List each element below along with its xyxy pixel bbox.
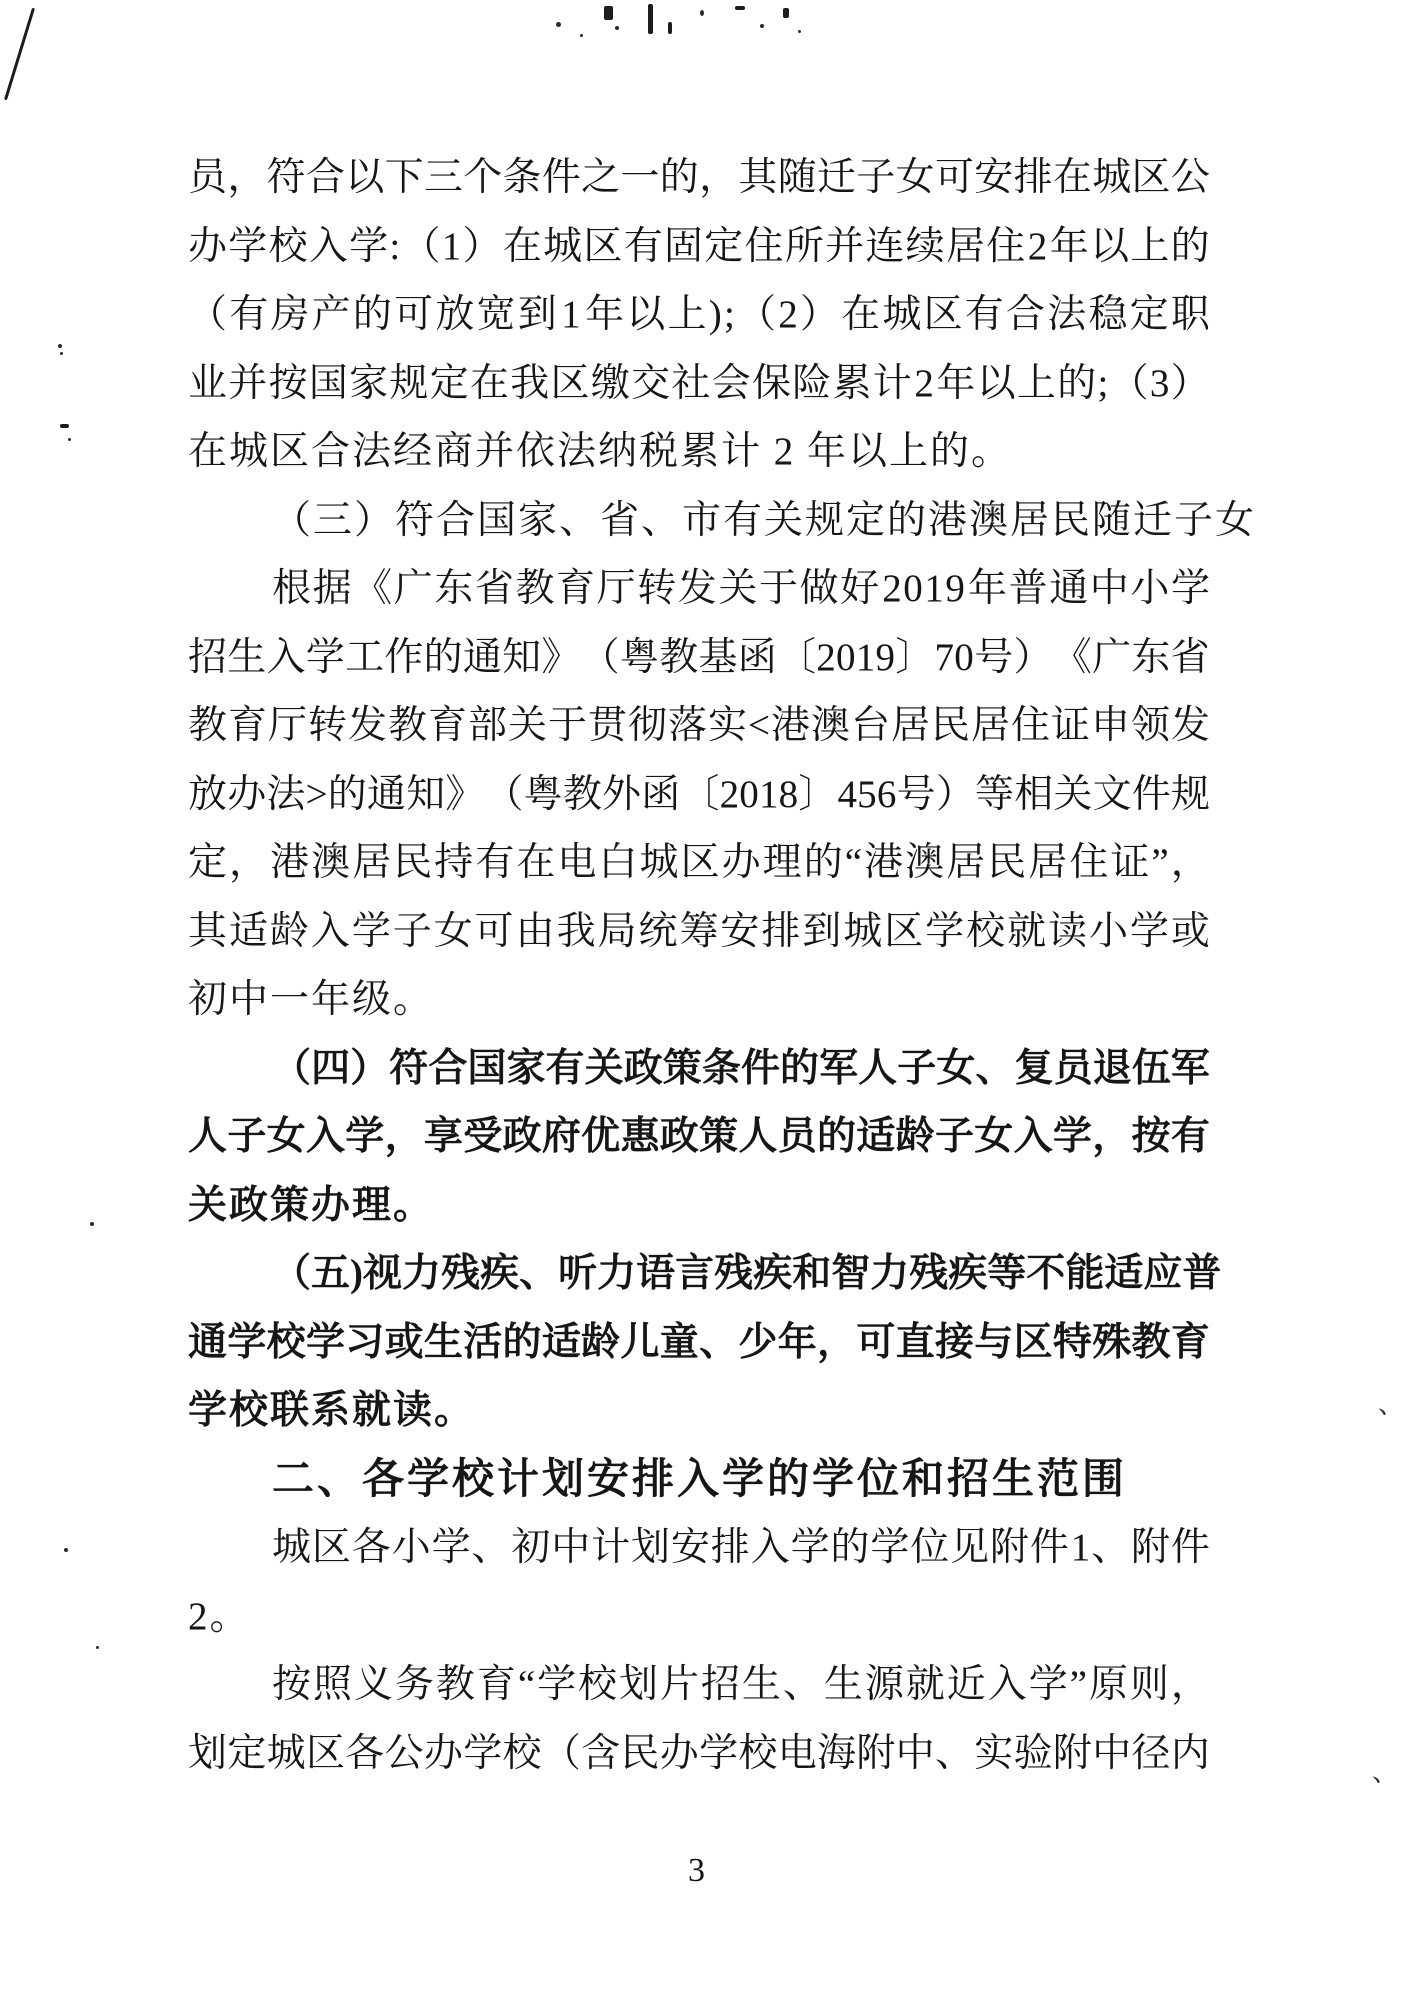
text-line: 其 适 龄 入 学 子 女 可 由 我 局 统 筹 安 排 到 城 区 学 校 就 读 小 学 或 bbox=[188, 909, 1210, 953]
text-line: 城 区 各 小 学 、 初 中 计 划 安 排 入 学 的 学 位 见 附 件 1 、 附 件 bbox=[272, 1526, 1210, 1569]
text-line: 根 据 《 广 东 省 教 育 厅 转 发 关 于 做 好 2 0 1 9 年 普 通 中 小 学 bbox=[272, 567, 1210, 610]
text-line: 招 生 入 学 工 作 的 通 知 》 （ 粤 教 基 函 〔 2 0 1 9 〕 7 0 号 ） 《 广 东 省 bbox=[188, 635, 1210, 679]
scan-speck bbox=[615, 26, 619, 30]
scan-speck bbox=[700, 10, 704, 16]
scan-speck bbox=[60, 424, 69, 428]
scan-speck bbox=[64, 1548, 68, 1552]
scan-speck bbox=[60, 352, 63, 355]
text-line: （ 有 房 产 的 可 放 宽 到 1 年 以 上 ) ; （ 2 ） 在 城 区 有 合 法 稳 定 职 bbox=[188, 293, 1210, 336]
text-line: 通 学 校 学 习 或 生 活 的 适 龄 儿 童 、 少 年 ， 可 直 接 与 区 特 殊 教 育 bbox=[188, 1320, 1210, 1364]
text-line: 按 照 义 务 教 育 “ 学 校 划 片 招 生 、 生 源 就 近 入 学 ” 原 则 ， bbox=[272, 1663, 1210, 1706]
text-line: 办 学 校 入 学 : （ 1 ） 在 城 区 有 固 定 住 所 并 连 续 居 住 2 年 以 上 的 bbox=[188, 224, 1210, 268]
page-number: 3 bbox=[688, 1852, 705, 1889]
text-line: 业 并 按 国 家 规 定 在 我 区 缴 交 社 会 保 险 累 计 2 年 以 上 的 ; （ 3 ） bbox=[188, 361, 1210, 405]
text-line: 员 ， 符 合 以 下 三 个 条 件 之 一 的 ， 其 随 迁 子 女 可 安 排 在 城 区 公 bbox=[188, 156, 1210, 199]
text-line: 在城区合法经商并依法纳税累计 2 年以上的。 bbox=[188, 430, 1013, 473]
scan-speck bbox=[58, 344, 62, 348]
scan-speck bbox=[760, 24, 764, 28]
section-heading: 二、各学校计划安排入学的学位和招生范围 bbox=[272, 1456, 1128, 1503]
scan-stray-mark: 、 bbox=[1372, 1758, 1399, 1787]
scan-stray-mark: 、 bbox=[1378, 1390, 1405, 1419]
text-line: 2。 bbox=[188, 1594, 251, 1638]
text-line: 划 定 城 区 各 公 办 学 校 （ 含 民 办 学 校 电 海 附 中 、 实 验 附 中 径 内 bbox=[188, 1731, 1210, 1775]
text-line: （ 五 ) 视 力 残 疾 、 听 力 语 言 残 疾 和 智 力 残 疾 等 不 能 适 应 普 bbox=[272, 1252, 1222, 1295]
text-line: 初中一年级。 bbox=[188, 978, 435, 1021]
scan-speck bbox=[604, 6, 613, 20]
text-line: （三）符合国家、省、市有关规定的港澳居民随迁子女 bbox=[272, 498, 1257, 542]
document-body bbox=[188, 144, 1257, 1788]
scan-speck bbox=[668, 22, 672, 34]
text-line: 学校联系就读。 bbox=[188, 1389, 476, 1432]
text-line: 人 子 女 入 学 ， 享 受 政 府 优 惠 政 策 人 员 的 适 龄 子 女 入 学 ， 按 有 bbox=[188, 1115, 1210, 1158]
scan-speck bbox=[90, 1222, 94, 1226]
text-line: 放 办 法 > 的 通 知 》 （ 粤 教 外 函 〔 2 0 1 8 〕 4 5 6 号 ） 等 相 关 文 件 规 bbox=[188, 772, 1210, 816]
text-line: 定 ， 港 澳 居 民 持 有 在 电 白 城 区 办 理 的 “ 港 澳 居 民 居 住 证 ” ， bbox=[188, 841, 1210, 884]
scan-speck bbox=[68, 438, 71, 441]
scan-speck bbox=[798, 30, 801, 33]
scan-speck bbox=[735, 6, 745, 10]
text-line: 关政策办理。 bbox=[188, 1183, 435, 1227]
text-line: 教 育 厅 转 发 教 育 部 关 于 贯 彻 落 实 < 港 澳 台 居 民 居 住 证 申 领 发 bbox=[188, 704, 1210, 747]
scan-slash-mark bbox=[4, 8, 35, 101]
scan-speck bbox=[648, 4, 653, 34]
scan-speck bbox=[580, 34, 583, 37]
scan-speck bbox=[783, 8, 789, 18]
text-line: （ 四 ） 符 合 国 家 有 关 政 策 条 件 的 军 人 子 女 、 复 员 退 伍 军 bbox=[272, 1046, 1210, 1090]
scan-speck bbox=[96, 1646, 99, 1649]
scan-speck bbox=[556, 22, 561, 27]
